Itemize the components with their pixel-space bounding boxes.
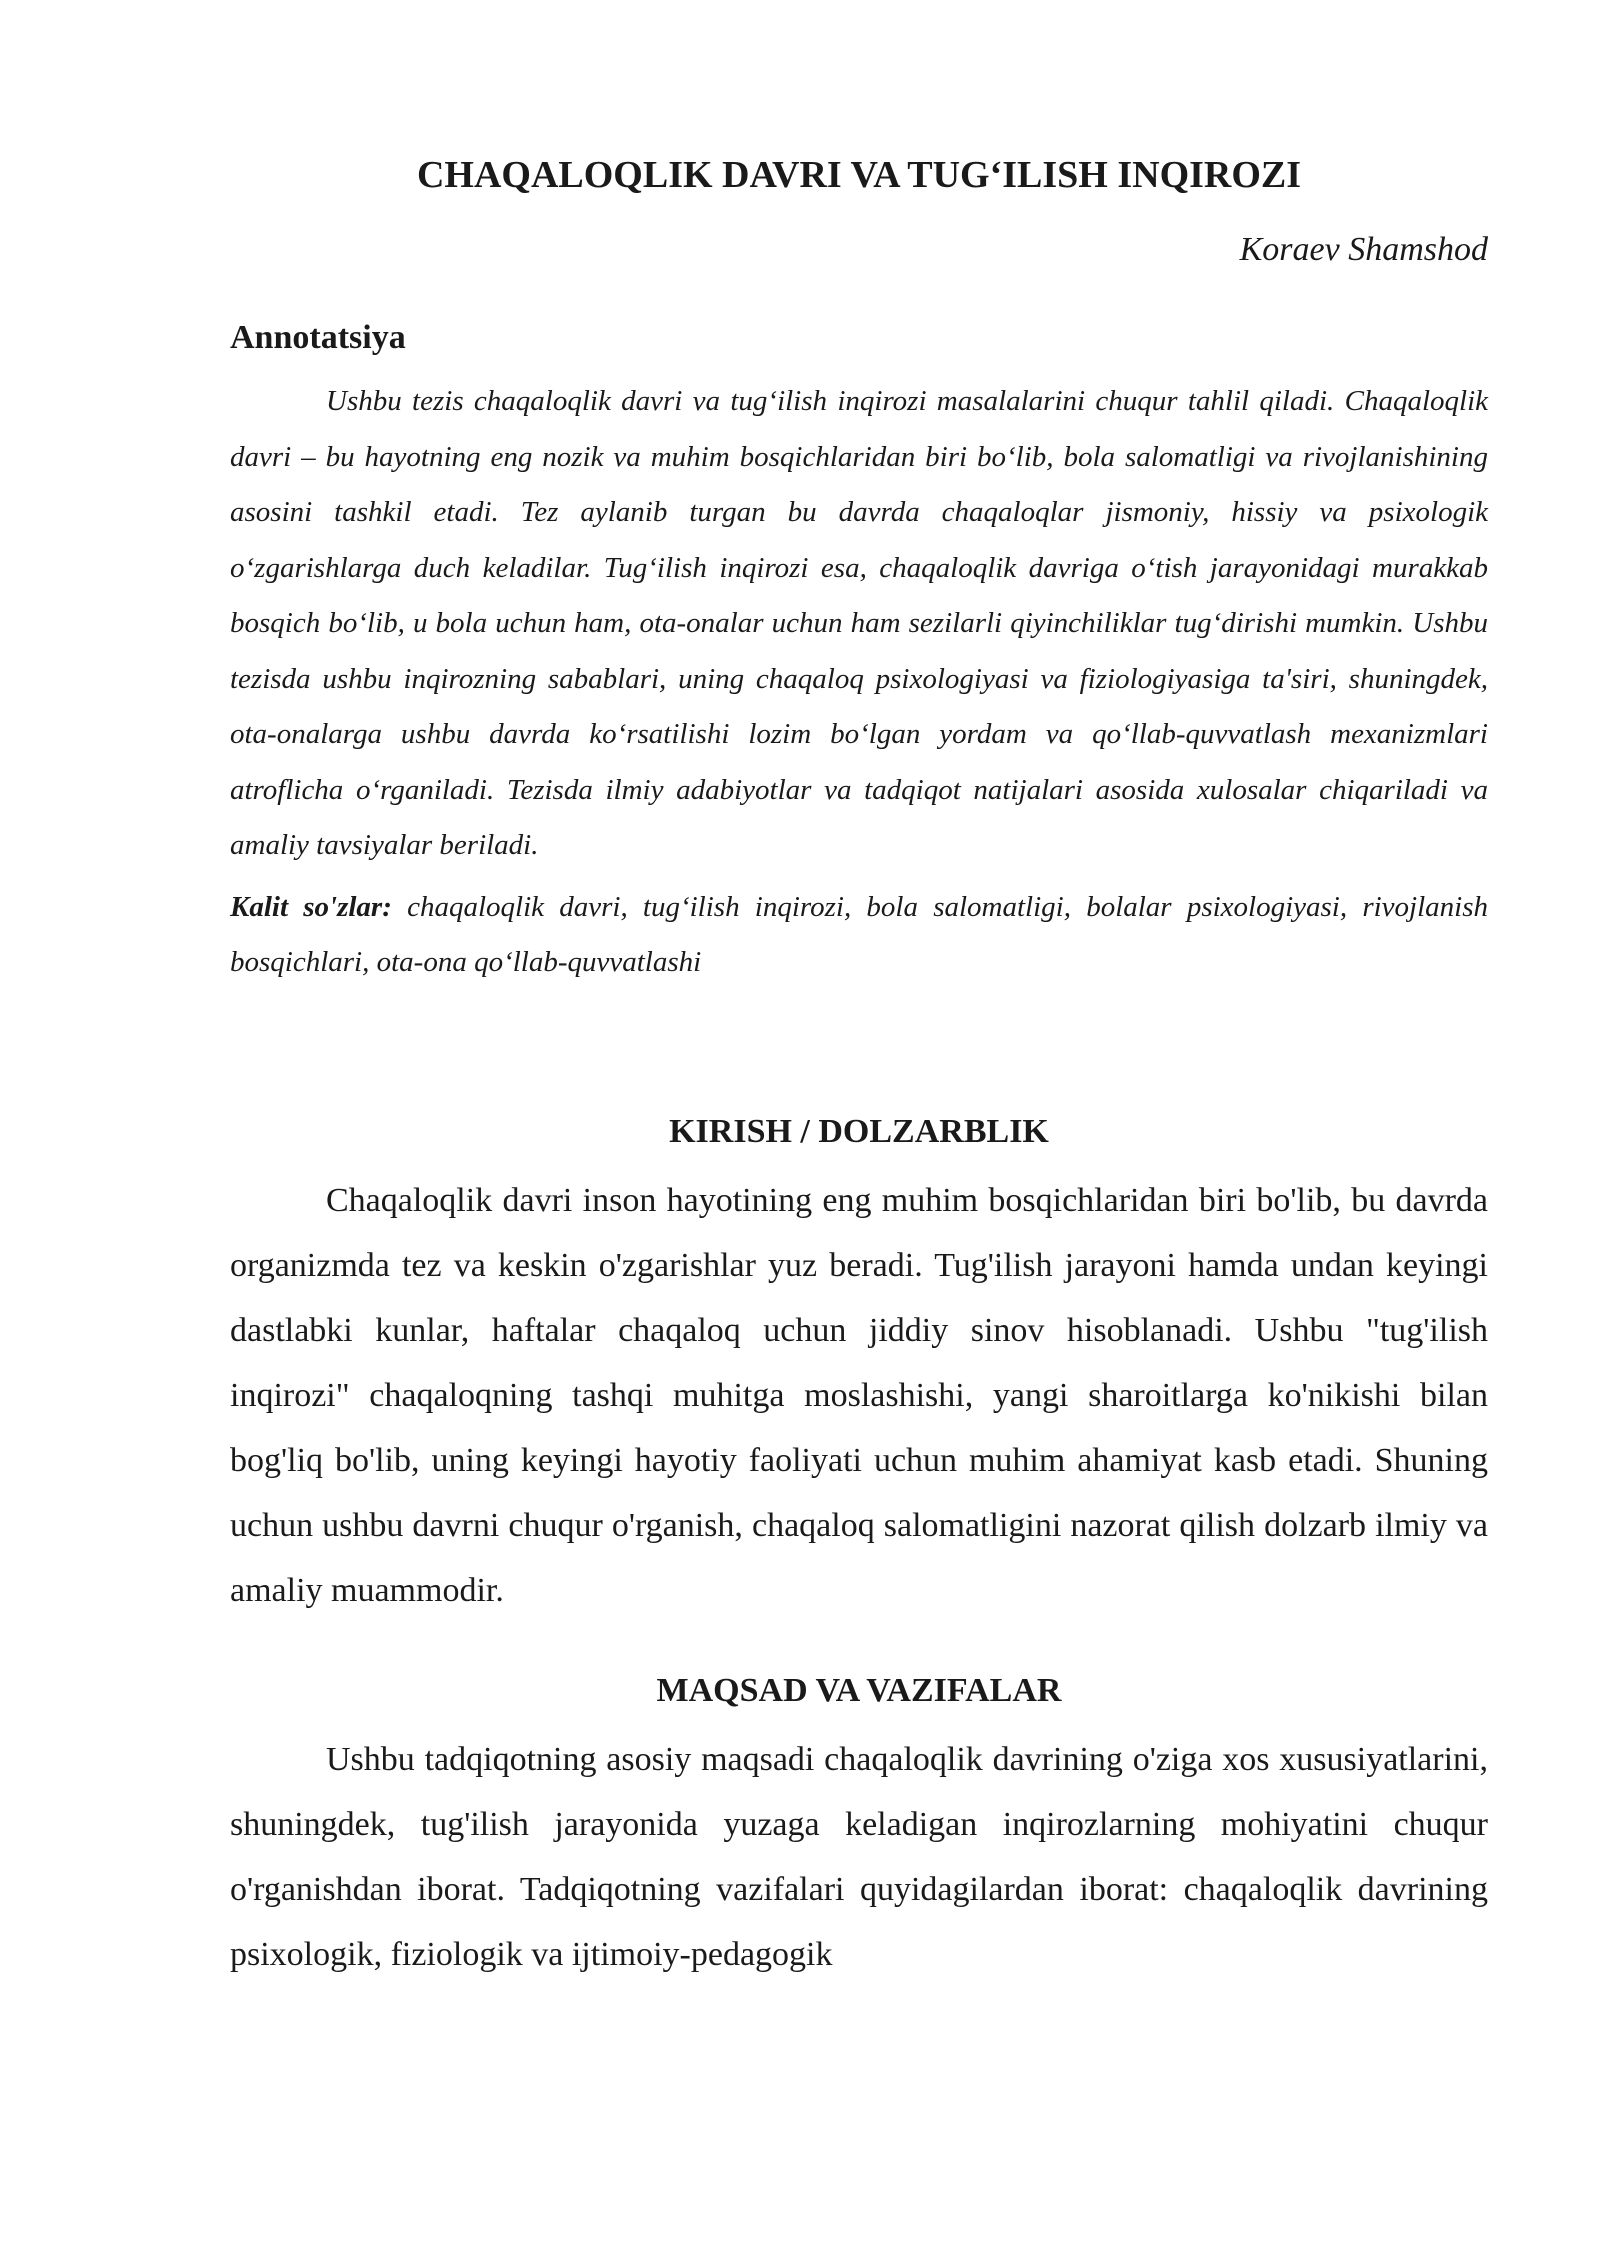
document-page	[230, 150, 1488, 1987]
keywords-paragraph	[230, 880, 1488, 990]
keywords-text: chaqaloqlik davri, tug‘ilish inqirozi, bola salomatligi, bolalar psixologiyasi, rivojlanish bosqichlari, ota-ona qo‘llab-quvvatlashi	[230, 890, 1488, 978]
abstract-heading: Annotatsiya	[230, 319, 406, 356]
abstract-text: Ushbu tezis chaqaloqlik davri va tug‘ilish inqirozi masalalarini chuqur tahlil qiladi. Chaqaloqlik davri – bu hayotning eng nozik va muhim bosqichlaridan biri bo‘lib, bola salomatligi va rivojlanishining asosini tashkil etadi. Tez aylanib turgan bu davrda chaqaloqlar jismoniy, hissiy va psixologik o‘zgarishlarga duch keladilar. Tug‘ilish inqirozi esa, chaqaloqlik davriga o‘tish jarayonidagi murakkab bosqich bo‘lib, u bola uchun ham, ota-onalar uchun ham sezilarli qiyinchiliklar tug‘dirishi mumkin. Ushbu tezisda ushbu inqirozning sabablari, uning chaqaloq psixologiyasi va fiziologiyasiga ta'siri, shuningdek, ota-onalarga ushbu davrda ko‘rsatilishi lozim bo‘lgan yordam va qo‘llab-quvvatlash mexanizmlari atroflicha o‘rganiladi. Tezisda ilmiy adabiyotlar va tadqiqot natijalari asosida xulosalar chiqariladi va amaliy tavsiyalar beriladi.	[230, 385, 1488, 861]
section-heading-introduction: KIRISH / DOLZARBLIK	[669, 1112, 1049, 1150]
section-heading-goals: MAQSAD VA VAZIFALAR	[656, 1671, 1062, 1709]
document-title: CHAQALOQLIK DAVRI VA TUG‘ILISH INQIROZI	[416, 154, 1302, 196]
section-text-introduction: Chaqaloqlik davri inson hayotining eng muhim bosqichlaridan biri bo'lib, bu davrda organizmda tez va keskin o'zgarishlar yuz beradi. Tug'ilish jarayoni hamda undan keyingi dastlabki kunlar, haftalar chaqaloq uchun jiddiy sinov hisoblanadi. Ushbu "tug'ilish inqirozi" chaqaloqning tashqi muhitga moslashishi, yangi sharoitlarga ko'nikishi bilan bog'liq bo'lib, uning keyingi hayotiy faoliyati uchun muhim ahamiyat kasb etadi. Shuning uchun ushbu davrni chuqur o'rganish, chaqaloq salomatligini nazorat qilish dolzarb ilmiy va amaliy muammodir.	[230, 1181, 1488, 1609]
keywords-label: Kalit so'zlar:	[230, 890, 392, 923]
author-name: Koraev Shamshod	[1239, 231, 1488, 268]
section-text-goals: Ushbu tadqiqotning asosiy maqsadi chaqaloqlik davrining o'ziga xos xususiyatlarini, shuningdek, tug'ilish jarayonida yuzaga keladigan inqirozlarning mohiyatini chuqur o'rganishdan iborat. Tadqiqotning vazifalari quyidagilardan iborat: chaqaloqlik davrining psixologik, fiziologik va ijtimoiy-pedagogik	[230, 1740, 1488, 1973]
